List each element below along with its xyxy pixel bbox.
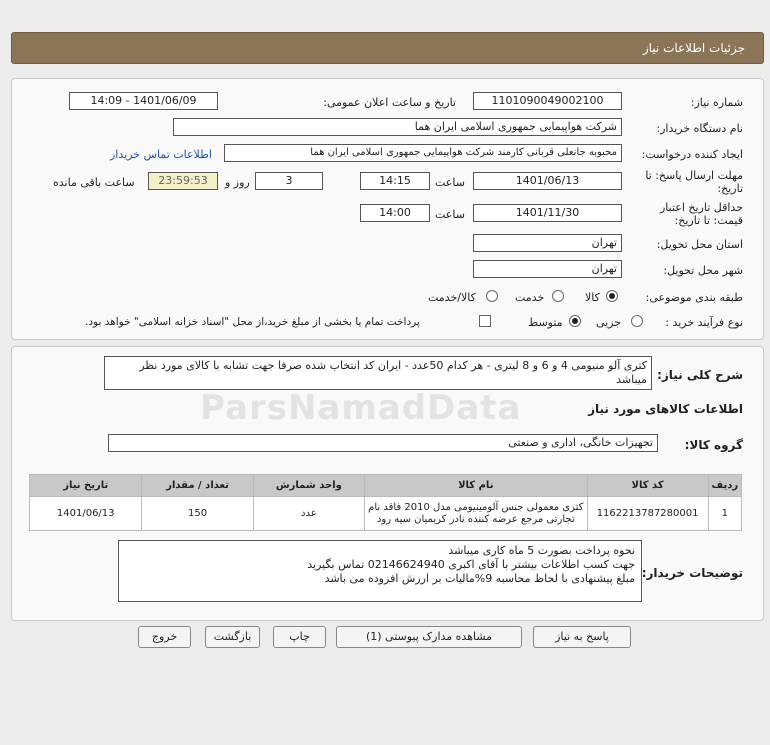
reply-button[interactable]: پاسخ به نیاز: [533, 626, 631, 648]
buyer-org-label: نام دستگاه خریدار:: [656, 122, 743, 135]
col-header-unit: واحد شمارش: [253, 475, 364, 497]
cell-code: 1162213787280001: [587, 497, 708, 531]
requester-label: ایجاد کننده درخواست:: [641, 148, 743, 161]
col-header-qty: تعداد / مقدار: [142, 475, 253, 497]
days-field[interactable]: 3: [255, 172, 323, 190]
remaining-label: ساعت باقی مانده: [53, 176, 135, 189]
watermark-text: ParsNamadData: [200, 388, 522, 428]
cell-row: 1: [708, 497, 741, 531]
deadline-label-date: تاریخ:: [717, 182, 743, 195]
goods-group-field[interactable]: تجهیزات خانگی، اداری و صنعتی: [108, 434, 658, 452]
goods-table: [29, 474, 742, 531]
validity-label-date: قیمت: تا تاریخ:: [674, 214, 743, 227]
process-label: نوع فرآیند خرید :: [665, 316, 743, 329]
buyer-notes-line-3: مبلغ پیشنهادی با لحاظ محاسبه 9%مالیات بر ارزش افزوده می باشد: [324, 572, 635, 585]
deadline-date-field[interactable]: 1401/06/13: [473, 172, 622, 190]
col-header-date: تاریخ نیاز: [30, 475, 142, 497]
category-radio-goods[interactable]: [606, 290, 618, 302]
category-label: طبقه بندی موضوعی:: [645, 291, 743, 304]
treasury-payment-note: پرداخت تمام یا بخشی از مبلغ خرید،از محل "اسناد خزانه اسلامی" خواهد بود.: [85, 316, 420, 328]
print-button[interactable]: چاپ: [273, 626, 326, 648]
validity-date-field[interactable]: 1401/11/30: [473, 204, 622, 222]
buyer-notes-box: [118, 540, 642, 602]
announce-label: تاریخ و ساعت اعلان عمومی:: [323, 96, 456, 109]
description-label: شرح کلی نیاز:: [657, 368, 743, 382]
buyer-notes-line-2: جهت کسب اطلاعات بیشتر با آقای اکبری 02146624940 تماس بگیرید: [307, 558, 635, 571]
page-title: جزئیات اطلاعات نیاز: [642, 41, 745, 55]
col-header-code: کد کالا: [587, 475, 708, 497]
need-number-field[interactable]: 1101090049002100: [473, 92, 622, 110]
buyer-notes-label: توضیحات خریدار:: [641, 566, 743, 580]
remaining-time-field: 23:59:53: [148, 172, 218, 190]
col-header-row: ردیف: [708, 475, 741, 497]
category-radio-service[interactable]: [552, 290, 564, 302]
deadline-time-label: ساعت: [435, 176, 465, 189]
city-field[interactable]: تهران: [473, 260, 622, 278]
process-medium-label: متوسط: [528, 316, 563, 329]
cell-name: کتری معمولی جنس آلومینیومی مدل 2010 فاقد نام تجارتی مرجع عرضه کننده نادر کریمیان سیه رود: [365, 497, 588, 531]
category-service-label: خدمت: [515, 291, 545, 304]
category-goods-service-label: کالا/خدمت: [428, 291, 476, 304]
cell-qty: 150: [142, 497, 253, 531]
buyer-contact-link[interactable]: اطلاعات تماس خریدار: [110, 148, 212, 161]
category-goods-label: کالا: [585, 291, 600, 304]
exit-button[interactable]: خروج: [138, 626, 191, 648]
requester-field[interactable]: محبوبه جانعلی قربانی کارمند شرکت هواپیمایی جمهوری اسلامی ایران هما: [224, 144, 622, 162]
back-button[interactable]: بازگشت: [205, 626, 260, 648]
announce-field[interactable]: 1401/06/09 - 14:09: [69, 92, 218, 110]
process-radio-medium[interactable]: [569, 315, 581, 327]
col-header-name: نام کالا: [365, 475, 588, 497]
need-number-label: شماره نیاز:: [690, 96, 743, 109]
goods-group-label: گروه کالا:: [684, 438, 743, 452]
table-row: [30, 497, 742, 531]
process-minor-label: جزیی: [596, 316, 622, 329]
goods-section-title: اطلاعات کالاهای مورد نیاز: [588, 402, 743, 416]
buyer-notes-line-1: نحوه پرداخت بصورت 5 ماه کاری میباشد: [448, 544, 635, 557]
page-header: [11, 32, 764, 64]
cell-unit: عدد: [253, 497, 364, 531]
validity-time-label: ساعت: [435, 208, 465, 221]
attachments-button[interactable]: مشاهده مدارک پیوستی (1): [336, 626, 522, 648]
category-radio-goods-service[interactable]: [486, 290, 498, 302]
validity-label: حداقل تاریخ اعتبار: [659, 201, 743, 214]
city-label: شهر محل تحویل:: [663, 264, 743, 277]
province-field[interactable]: تهران: [473, 234, 622, 252]
buyer-org-field[interactable]: شرکت هواپیمایی جمهوری اسلامی ایران هما: [173, 118, 622, 136]
description-text: کتری آلو منیومی 4 و 6 و 8 لیتری - هر کدام 50عدد - ایران کد انتخاب شده صرفا جهت تشابه با کالای مورد نظر میباشد: [104, 356, 652, 390]
validity-time-field[interactable]: 14:00: [360, 204, 430, 222]
process-radio-minor[interactable]: [631, 315, 643, 327]
province-label: استان محل تحویل:: [656, 238, 743, 251]
days-label: روز و: [225, 176, 250, 189]
deadline-time-field[interactable]: 14:15: [360, 172, 430, 190]
cell-date: 1401/06/13: [30, 497, 142, 531]
deadline-label: مهلت ارسال پاسخ: تا: [645, 169, 743, 182]
treasury-payment-checkbox[interactable]: [479, 315, 491, 327]
